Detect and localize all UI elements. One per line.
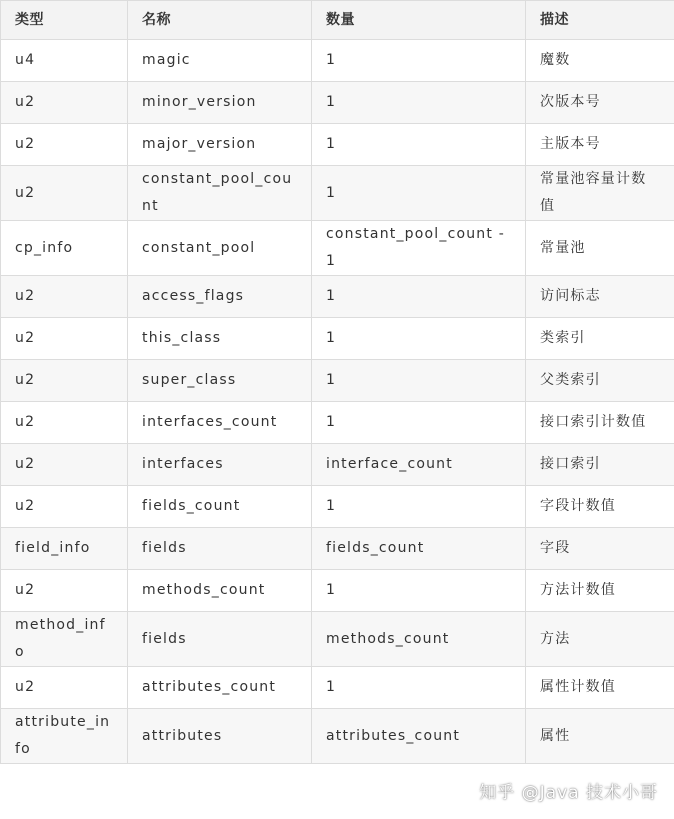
cell-name: major_version	[128, 124, 312, 166]
table-body	[1, 40, 674, 764]
cell-description: 访问标志	[526, 276, 674, 318]
cell-type: u2	[1, 166, 128, 221]
table-row	[1, 528, 674, 570]
cell-description: 魔数	[526, 40, 674, 82]
cell-type: u2	[1, 360, 128, 402]
header-row	[1, 1, 674, 40]
cell-name: interfaces	[128, 444, 312, 486]
table-row	[1, 276, 674, 318]
cell-type: u2	[1, 486, 128, 528]
table-row	[1, 221, 674, 276]
cell-type: u2	[1, 276, 128, 318]
cell-name: methods_count	[128, 570, 312, 612]
cell-description: 接口索引	[526, 444, 674, 486]
cell-type: u2	[1, 570, 128, 612]
cell-count: 1	[312, 402, 526, 444]
cell-name: fields	[128, 528, 312, 570]
cell-description: 属性计数值	[526, 667, 674, 709]
cell-name: attributes_count	[128, 667, 312, 709]
cell-description: 字段计数值	[526, 486, 674, 528]
cell-name: attributes	[128, 709, 312, 764]
cell-description: 字段	[526, 528, 674, 570]
cell-name: access_flags	[128, 276, 312, 318]
cell-name: magic	[128, 40, 312, 82]
cell-type: u2	[1, 402, 128, 444]
table-row	[1, 486, 674, 528]
table-row	[1, 124, 674, 166]
table-row	[1, 402, 674, 444]
header-count: 数量	[312, 1, 526, 40]
cell-type: u2	[1, 318, 128, 360]
cell-name: constant_pool	[128, 221, 312, 276]
cell-description: 方法计数值	[526, 570, 674, 612]
cell-name: fields_count	[128, 486, 312, 528]
cell-name: super_class	[128, 360, 312, 402]
cell-description: 常量池	[526, 221, 674, 276]
cell-type: method_info	[1, 612, 128, 667]
cell-name: interfaces_count	[128, 402, 312, 444]
table-row	[1, 612, 674, 667]
cell-name: constant_pool_count	[128, 166, 312, 221]
cell-count: 1	[312, 318, 526, 360]
table-row	[1, 82, 674, 124]
cell-count: 1	[312, 166, 526, 221]
table-row	[1, 570, 674, 612]
cell-count: methods_count	[312, 612, 526, 667]
header-type: 类型	[1, 1, 128, 40]
cell-description: 接口索引计数值	[526, 402, 674, 444]
table-row	[1, 667, 674, 709]
cell-count: attributes_count	[312, 709, 526, 764]
cell-count: constant_pool_count - 1	[312, 221, 526, 276]
table-row	[1, 40, 674, 82]
cell-count: 1	[312, 486, 526, 528]
cell-count: 1	[312, 570, 526, 612]
cell-count: 1	[312, 82, 526, 124]
cell-type: attribute_info	[1, 709, 128, 764]
cell-count: 1	[312, 124, 526, 166]
cell-count: 1	[312, 360, 526, 402]
cell-description: 主版本号	[526, 124, 674, 166]
cell-type: u2	[1, 124, 128, 166]
cell-name: fields	[128, 612, 312, 667]
cell-type: u2	[1, 444, 128, 486]
cell-type: u2	[1, 82, 128, 124]
cell-count: 1	[312, 276, 526, 318]
cell-description: 次版本号	[526, 82, 674, 124]
cell-description: 父类索引	[526, 360, 674, 402]
cell-description: 属性	[526, 709, 674, 764]
cell-description: 常量池容量计数值	[526, 166, 674, 221]
cell-type: u4	[1, 40, 128, 82]
cell-count: 1	[312, 667, 526, 709]
cell-type: field_info	[1, 528, 128, 570]
cell-name: minor_version	[128, 82, 312, 124]
header-name: 名称	[128, 1, 312, 40]
cell-description: 方法	[526, 612, 674, 667]
table-row	[1, 709, 674, 764]
table-row	[1, 166, 674, 221]
table-header	[1, 1, 674, 40]
cell-count: 1	[312, 40, 526, 82]
table-row	[1, 318, 674, 360]
cell-count: fields_count	[312, 528, 526, 570]
table-row	[1, 360, 674, 402]
cell-count: interface_count	[312, 444, 526, 486]
table-row	[1, 444, 674, 486]
cell-description: 类索引	[526, 318, 674, 360]
cell-type: u2	[1, 667, 128, 709]
cell-name: this_class	[128, 318, 312, 360]
cell-type: cp_info	[1, 221, 128, 276]
zhihu-watermark: 知乎 @Java 技术小哥	[479, 783, 658, 803]
header-description: 描述	[526, 1, 674, 40]
